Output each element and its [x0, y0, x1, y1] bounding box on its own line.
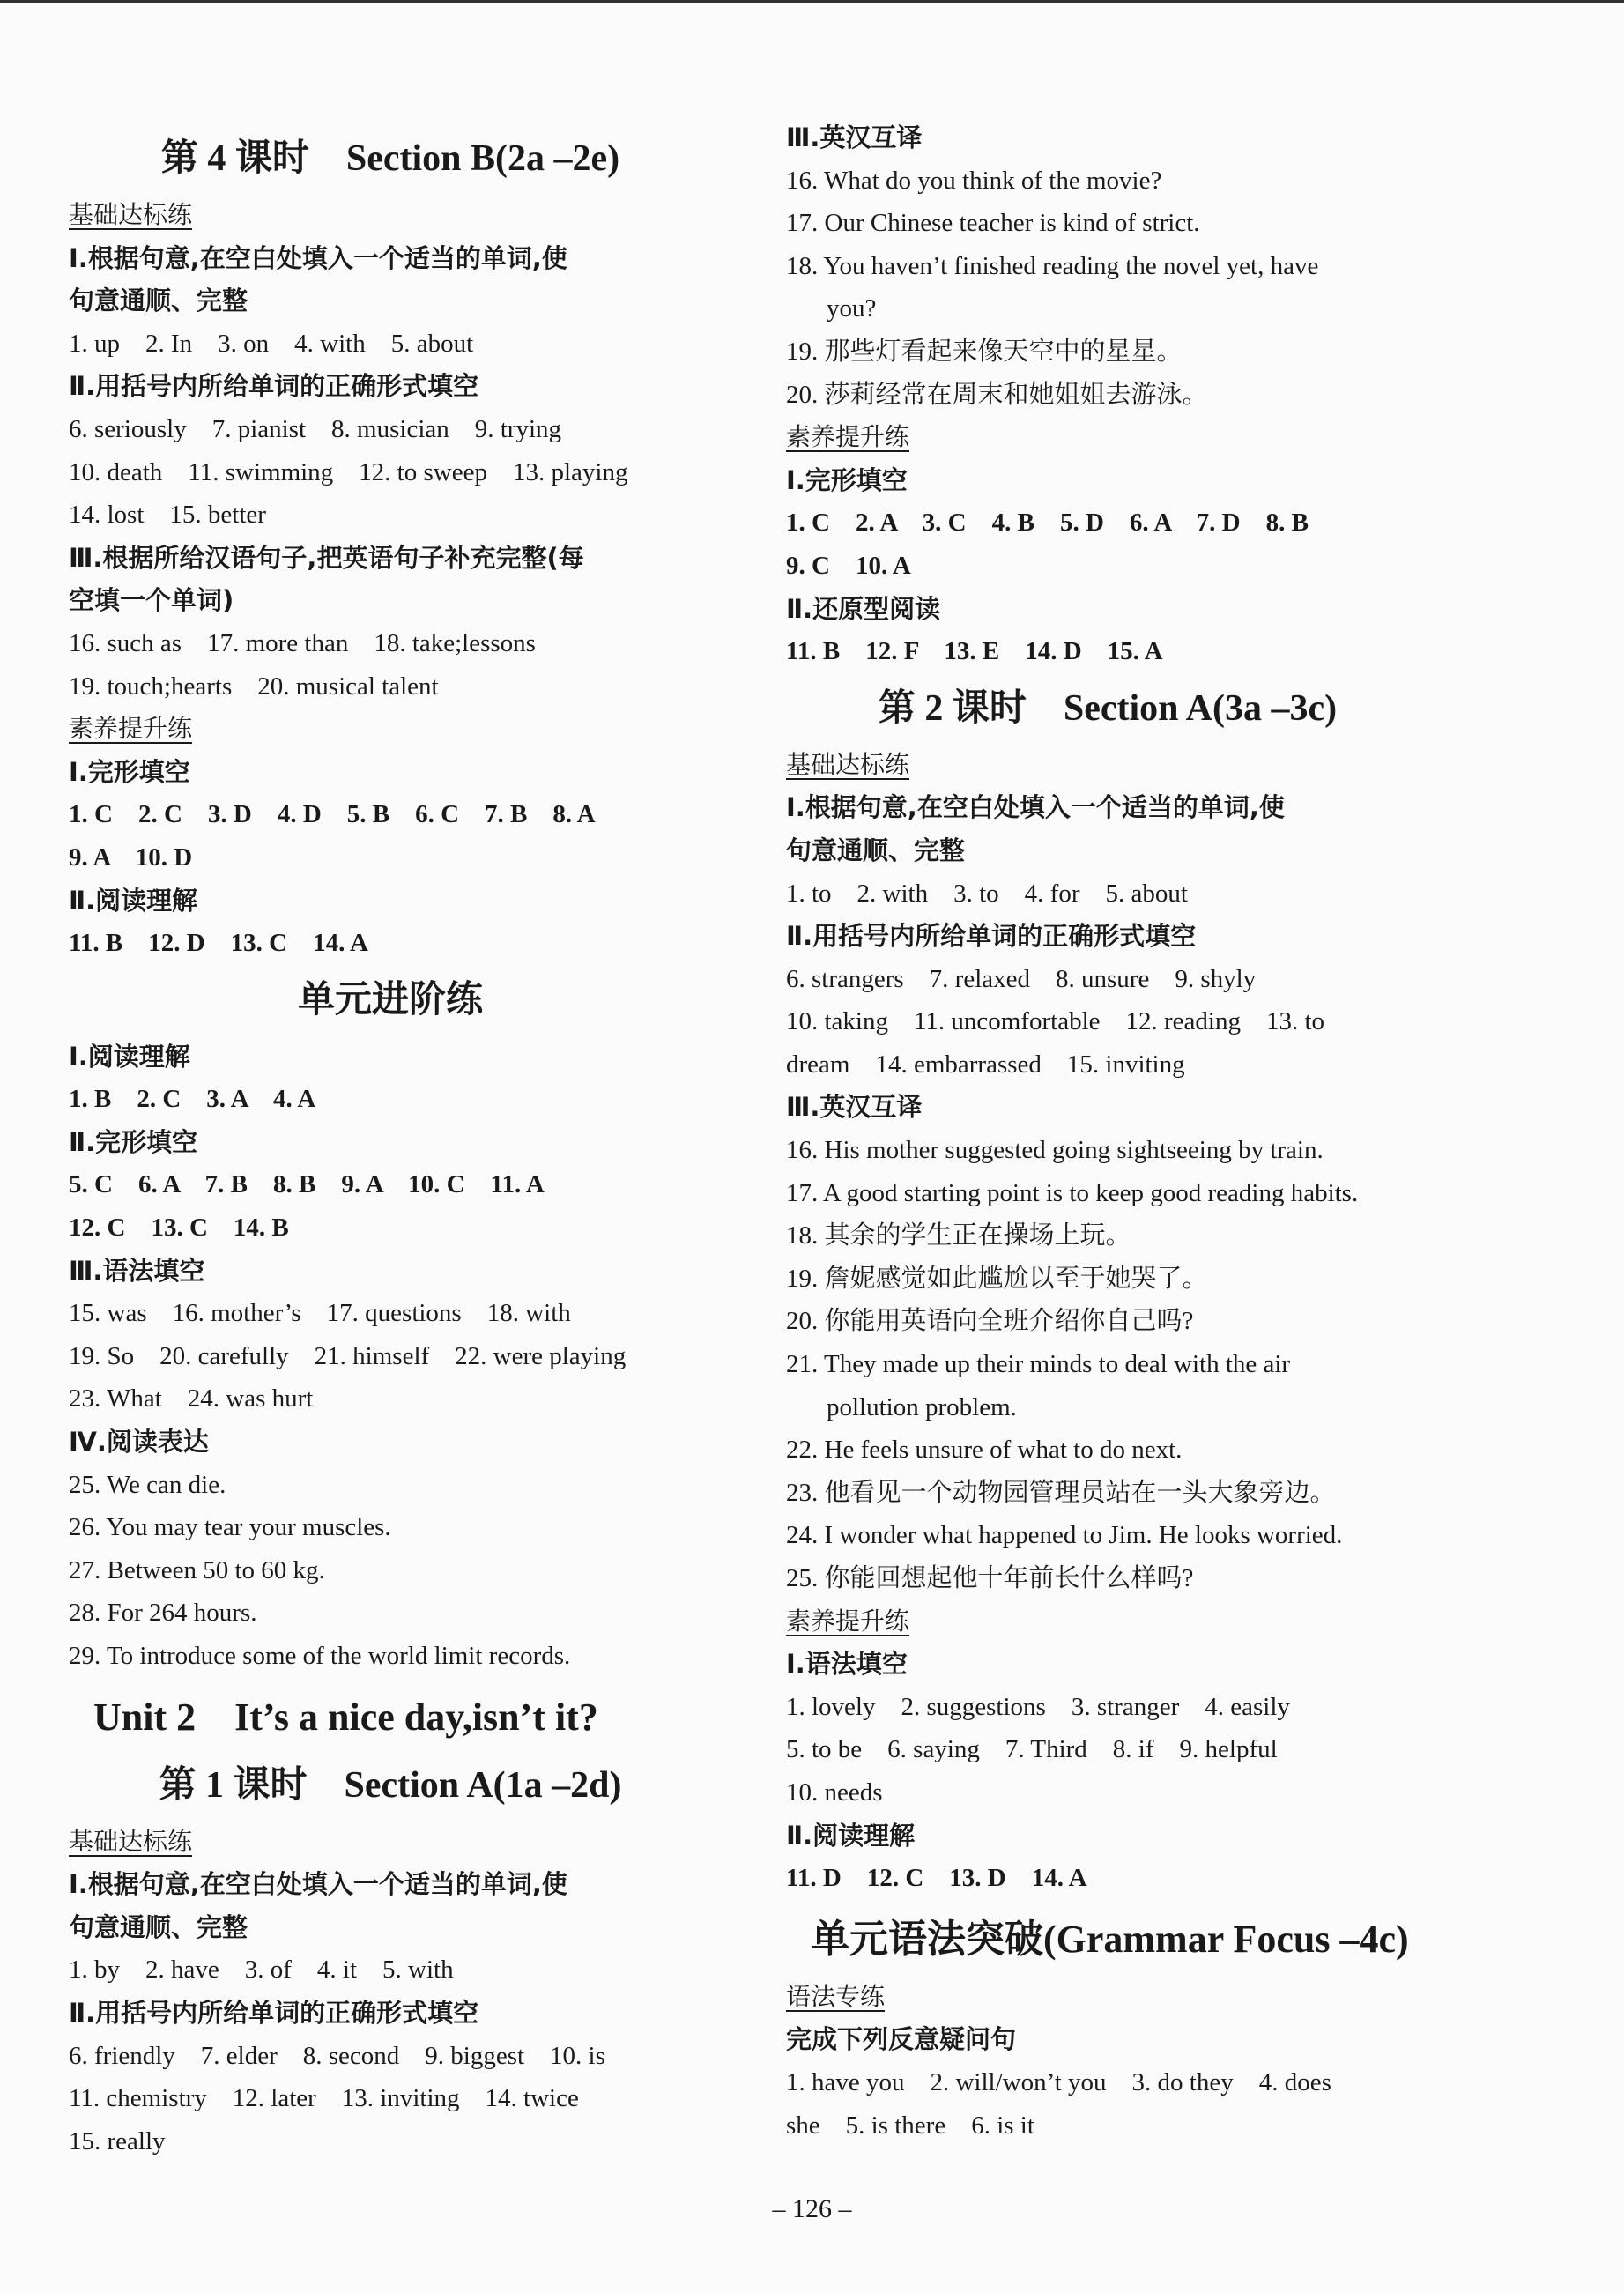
unit-heading: 单元语法突破(Grammar Focus –4c) [811, 1917, 1409, 1961]
exercise-category: 语法专练 [786, 1981, 886, 2011]
answer-line: 17. Our Chinese teacher is kind of strict. [786, 209, 1200, 238]
answer-line: 5. to be 6. saying 7. Third 8. if 9. helpful [786, 1735, 1278, 1764]
answer-line: 17. A good starting point is to keep good reading habits. [786, 1178, 1359, 1207]
top-edge-rule [0, 0, 1624, 3]
section-heading: 空填一个单词) [69, 585, 234, 616]
section-heading: Ⅱ.用括号内所给单词的正确形式填空 [69, 371, 479, 402]
unit-heading: Unit 2 It’s a nice day,isn’t it? [93, 1695, 598, 1739]
answer-line: 23. 他看见一个动物园管理员站在一头大象旁边。 [786, 1478, 1336, 1507]
answer-line: 1. by 2. have 3. of 4. it 5. with [69, 1955, 454, 1985]
section-heading: Ⅰ.阅读理解 [69, 1041, 190, 1072]
section-heading: Ⅱ.用括号内所给单词的正确形式填空 [69, 1997, 479, 2028]
section-heading: Ⅱ.完形填空 [69, 1126, 198, 1157]
answer-line: 9. A 10. D [69, 842, 193, 872]
exercise-category: 素养提升练 [69, 714, 193, 744]
section-heading: Ⅱ.还原型阅读 [786, 593, 941, 624]
left-column [69, 123, 712, 2163]
section-heading: Ⅰ.根据句意,在空白处填入一个适当的单词,使 [69, 1869, 567, 1900]
answer-line: 27. Between 50 to 60 kg. [69, 1555, 325, 1584]
answer-line: 9. C 10. A [786, 551, 911, 580]
answer-line: 21. They made up their minds to deal with the air [786, 1350, 1291, 1379]
exercise-category: 基础达标练 [69, 1826, 193, 1856]
answer-line: 1. B 2. C 3. A 4. A [69, 1085, 316, 1114]
answer-line: 28. For 264 hours. [69, 1599, 257, 1628]
answer-line: 1. C 2. A 3. C 4. B 5. D 6. A 7. D 8. B [786, 508, 1309, 538]
section-heading: Ⅳ.阅读表达 [69, 1427, 209, 1458]
answer-line: 1. have you 2. will/won’t you 3. do they 4. does [786, 2067, 1331, 2096]
answer-line: 24. I wonder what happened to Jim. He looks worried. [786, 1521, 1343, 1550]
section-heading: Ⅰ.语法填空 [786, 1649, 908, 1680]
exercise-category: 基础达标练 [786, 749, 910, 779]
answer-line: 18. You haven’t finished reading the novel yet, have [786, 251, 1319, 280]
lesson-heading: 第 2 课时 Section A(3a –3c) [878, 687, 1338, 729]
lesson-heading: 第 1 课时 Section A(1a –2d) [159, 1764, 622, 1806]
answer-line: 19. 那些灯看起来像天空中的星星。 [786, 337, 1183, 366]
answer-line: 26. You may tear your muscles. [69, 1513, 391, 1542]
answer-line: 16. What do you think of the movie? [786, 166, 1162, 195]
section-heading: 完成下列反意疑问句 [786, 2024, 1017, 2055]
answer-line: 1. lovely 2. suggestions 3. stranger 4. easily [786, 1692, 1290, 1721]
answer-line: 10. needs [786, 1777, 883, 1807]
answer-line: 6. strangers 7. relaxed 8. unsure 9. shyly [786, 964, 1257, 993]
answer-line: 16. His mother suggested going sightseeing by train. [786, 1136, 1324, 1165]
right-column [786, 116, 1429, 2147]
answer-line: 16. such as 17. more than 18. take;lessons [69, 628, 536, 657]
section-heading: Ⅰ.根据句意,在空白处填入一个适当的单词,使 [69, 242, 567, 273]
answer-line: 11. chemistry 12. later 13. inviting 14. twice [69, 2084, 579, 2113]
page-number: – 126 – [772, 2194, 852, 2223]
answer-line: 20. 莎莉经常在周末和她姐姐去游泳。 [786, 380, 1208, 409]
answer-line: 11. B 12. F 13. E 14. D 15. A [786, 637, 1163, 666]
answer-line: 23. What 24. was hurt [69, 1384, 314, 1414]
answer-line: 11. D 12. C 13. D 14. A [786, 1864, 1087, 1893]
answer-line: 6. seriously 7. pianist 8. musician 9. trying [69, 414, 562, 443]
section-heading: 句意通顺、完整 [786, 835, 966, 865]
answer-line: 20. 你能用英语向全班介绍你自己吗? [786, 1307, 1194, 1336]
answer-line: 10. taking 11. uncomfortable 12. reading 13. to [786, 1007, 1325, 1036]
exercise-category: 素养提升练 [786, 422, 910, 452]
section-heading: Ⅱ.阅读理解 [69, 885, 198, 916]
answer-line: 15. really [69, 2126, 166, 2156]
answer-line: she 5. is there 6. is it [786, 2111, 1034, 2140]
answer-line: 5. C 6. A 7. B 8. B 9. A 10. C 11. A [69, 1170, 545, 1199]
answer-line: dream 14. embarrassed 15. inviting [786, 1050, 1185, 1079]
section-heading: Ⅱ.用括号内所给单词的正确形式填空 [786, 921, 1197, 952]
lesson-heading: 单元进阶练 [297, 979, 483, 1020]
section-heading: Ⅲ.根据所给汉语句子,把英语句子补充完整(每 [69, 542, 584, 573]
answer-line: pollution problem. [827, 1392, 1017, 1421]
answer-line: 18. 其余的学生正在操场上玩。 [786, 1221, 1131, 1250]
exercise-category: 基础达标练 [69, 200, 193, 229]
section-heading: Ⅰ.根据句意,在空白处填入一个适当的单词,使 [786, 792, 1285, 823]
answer-line: 22. He feels unsure of what to do next. [786, 1436, 1183, 1465]
answer-line: 10. death 11. swimming 12. to sweep 13. playing [69, 457, 628, 486]
answer-line: 1. up 2. In 3. on 4. with 5. about [69, 329, 474, 358]
answer-line: 6. friendly 7. elder 8. second 9. biggest 10. is [69, 2041, 605, 2070]
section-heading: Ⅲ.语法填空 [69, 1255, 205, 1286]
answer-line: 11. B 12. D 13. C 14. A [69, 929, 368, 958]
answer-line: 19. 詹妮感觉如此尴尬以至于她哭了。 [786, 1264, 1208, 1293]
section-heading: Ⅱ.阅读理解 [786, 1820, 916, 1851]
section-heading: Ⅲ.英汉互译 [786, 1092, 923, 1123]
answer-line: 14. lost 15. better [69, 501, 266, 530]
lesson-heading: 第 4 课时 Section B(2a –2e) [160, 138, 620, 179]
answer-line: 1. to 2. with 3. to 4. for 5. about [786, 879, 1188, 908]
answer-line: 12. C 13. C 14. B [69, 1213, 289, 1243]
section-heading: 句意通顺、完整 [69, 286, 248, 316]
section-heading: Ⅰ.完形填空 [786, 464, 908, 495]
answer-line: you? [827, 294, 877, 323]
section-heading: Ⅰ.完形填空 [69, 756, 190, 787]
answer-line: 19. touch;hearts 20. musical talent [69, 672, 439, 701]
answer-line: 15. was 16. mother’s 17. questions 18. with [69, 1299, 571, 1328]
answer-line: 19. So 20. carefully 21. himself 22. were playing [69, 1341, 627, 1370]
answer-line: 1. C 2. C 3. D 4. D 5. B 6. C 7. B 8. A [69, 800, 596, 829]
section-heading: Ⅲ.英汉互译 [786, 122, 923, 152]
answer-line: 29. To introduce some of the world limit records. [69, 1642, 571, 1670]
answer-line: 25. We can die. [69, 1470, 226, 1499]
section-heading: 句意通顺、完整 [69, 1911, 248, 1942]
exercise-category: 素养提升练 [786, 1606, 910, 1636]
answer-line: 25. 你能回想起他十年前长什么样吗? [786, 1564, 1194, 1592]
